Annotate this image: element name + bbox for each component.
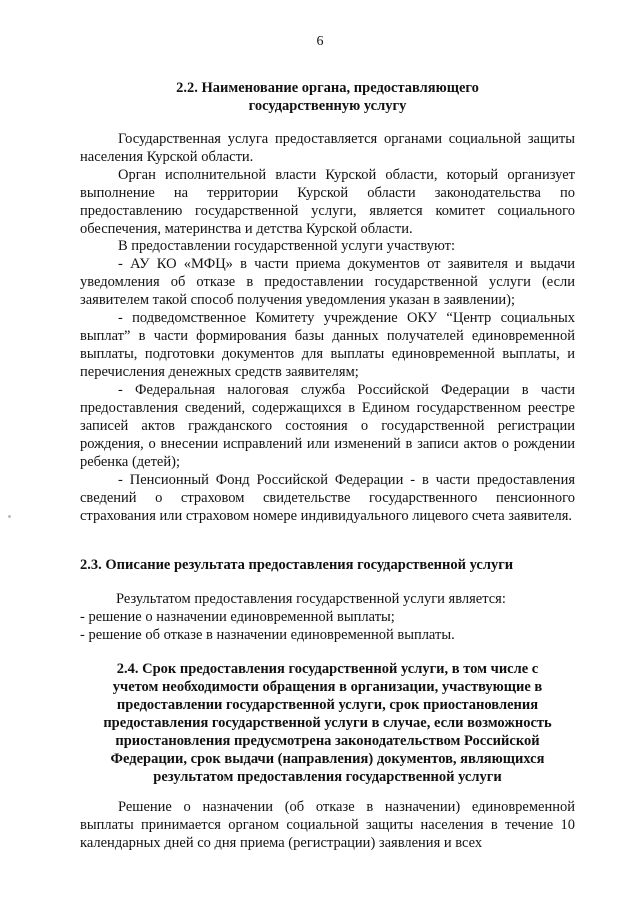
- paragraph-2-2-3: В предоставлении государственной услуги участвуют:: [118, 238, 455, 254]
- result-intro: Результатом предоставления государственной услуги является:: [116, 591, 506, 607]
- paragraph-2-2-1: Государственная услуга предоставляется органами социальной защиты населения Курской области.: [80, 131, 575, 165]
- result-item: - решение о назначении единовременной выплаты;: [80, 609, 395, 625]
- heading-line: учетом необходимости обращения в организации, участвующие в: [112, 679, 543, 695]
- result-item: - решение об отказе в назначении единовременной выплаты.: [80, 627, 455, 643]
- page-number: 6: [316, 34, 324, 49]
- heading-line: государственную услугу: [248, 98, 407, 114]
- heading-line: 2.4. Срок предоставления государственной услуги, в том числе с: [116, 661, 539, 677]
- heading-line: приостановления предусмотрена законодательством Российской: [115, 733, 540, 749]
- heading-line: предоставления государственной услуги в случае, если возможность: [103, 715, 552, 731]
- heading-line: предоставлении государственной услуги, срок приостановления: [116, 697, 539, 713]
- list-item-participant: - АУ КО «МФЦ» в части приема документов от заявителя и выдачи уведомления об отказе в предоставлении государственной услуги (если заявителем такой способ получения уведомления указан в заявлении);: [80, 256, 575, 308]
- heading-line: результатом предоставления государственной услуги: [153, 769, 502, 785]
- list-item-participant: - Федеральная налоговая служба Российской Федерации в части предоставления сведений, содержащихся в Едином государственном реестре записей актов гражданского состояния о государственной регистрации рождения, о внесении исправлений или изменений в записи актов о рождении ребенка (детей);: [80, 382, 575, 470]
- heading-line: 2.2. Наименование органа, предоставляющего: [176, 80, 479, 96]
- section-2-2-heading: [80, 79, 575, 115]
- scan-speck: [8, 515, 11, 518]
- section-2-3-heading: 2.3. Описание результата предоставления государственной услуги: [80, 557, 514, 573]
- list-item-participant: - подведомственное Комитету учреждение ОКУ “Центр социальных выплат” в части формирования базы данных получателей единовременной выплаты, подготовки документов для выплаты единовременной выплаты, и перечисления денежных средств заявителям;: [80, 310, 575, 380]
- section-2-4-heading: [80, 660, 575, 786]
- heading-line: Федерации, срок выдачи (направления) документов, являющихся: [110, 751, 545, 767]
- paragraph-2-4-1: Решение о назначении (об отказе в назначении) единовременной выплаты принимается органом социальной защиты населения в течение 10 календарных дней со дня приема (регистрации) заявления и всех: [80, 799, 575, 851]
- paragraph-2-2-2: Орган исполнительной власти Курской области, который организует выполнение на территории Курской области законодательства по предоставлению государственной услуги, является комитет социального обеспечения, материнства и детства Курской области.: [80, 167, 575, 237]
- list-item-participant: - Пенсионный Фонд Российской Федерации - в части предоставления сведений о страховом свидетельстве государственного пенсионного страхования или страховом номере индивидуального лицевого счета заявителя.: [80, 472, 575, 524]
